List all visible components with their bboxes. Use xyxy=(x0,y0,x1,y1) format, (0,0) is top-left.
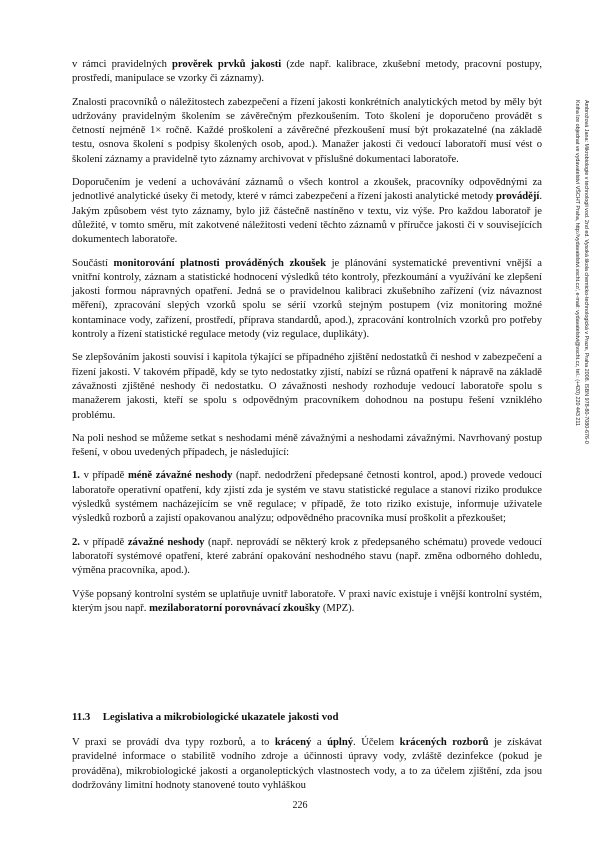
text-run: v případě xyxy=(79,536,128,548)
paragraph xyxy=(72,432,542,461)
bold-term: úplný xyxy=(327,737,354,748)
section-heading xyxy=(72,711,542,723)
bold-term: závažné neshody xyxy=(127,536,205,548)
section-title: Legislativa a mikrobiologické ukazatele jakosti vod xyxy=(102,711,339,723)
bold-term: krácený xyxy=(274,737,312,748)
text-run: Součástí xyxy=(72,257,114,269)
side-note xyxy=(552,100,592,740)
paragraph xyxy=(72,736,542,793)
bold-term: 2. xyxy=(72,536,80,548)
bold-term: provádějí xyxy=(495,191,540,203)
text-run: . Jakým způsobem vést tyto záznamy, bylo již částečně nastíněno v textu, viz výše. Pro každou laboratoř je důležité, v tomto směru, mít zakotvené náležitosti vedení těchto záznamů v příručce jakosti či v souvisejících dokumentech laboratoře. xyxy=(72,191,542,246)
text-run: Doporučením je vedení a uchovávání záznamů o všech kontrol a zkoušek, pracovníky odpovědnými za jednotlivé analytické úseky či metody, které v rámci zabezpečení a řízení jakosti analytické metody xyxy=(72,177,542,203)
page-number: 226 xyxy=(292,800,308,811)
text-run: Výše popsaný kontrolní systém se uplatňuje uvnitř laboratoře. V praxi navíc existuje i vnější kontrolní systém, kterým jsou např. xyxy=(72,588,542,614)
bold-term: 1. xyxy=(72,470,80,482)
paragraph xyxy=(72,588,542,617)
paragraph xyxy=(72,58,542,87)
paragraph xyxy=(72,351,542,422)
text-run: v případě xyxy=(79,470,128,482)
side-note-line-1: Ambrožová Jana: Mikrobiologie v technologii vod. 2nd ed. Vysoká škola chemicko-technologická v Praze, Praha 2008. ISBN 978-80-7080-676-0 xyxy=(583,100,589,444)
paragraph xyxy=(72,176,542,247)
paragraph xyxy=(72,257,542,343)
section-number: 11.3 xyxy=(72,711,91,723)
text-run: Na poli neshod se můžeme setkat s neshodami méně závažnými a neshodami závažnými. Navrhovaný postup řešení, v obou uvedených případech, je následující: xyxy=(72,432,542,459)
text-run: (např. neprovádí se některý krok z předepsaného schématu) provede vedoucí laboratoří systémové opatření, které zabrání opakování neshodného stavu (např. změna odborného dohledu, výměna pracovníka, apod.). xyxy=(72,536,542,577)
bold-term: méně závažné neshody xyxy=(127,470,233,482)
text-run: (MPZ). xyxy=(320,602,355,614)
text-run: v rámci pravidelných xyxy=(72,59,172,70)
bold-term: krácených rozborů xyxy=(399,737,489,748)
side-note-line-2: Kniha lze objednat ve vydavatelství VŠCHT Praha, http://vydavatelstvi.vscht.cz/, e-mail: vydavatelstvi@vscht.cz, tel.: (+420) 220 443 211 xyxy=(574,100,580,427)
bold-term: prověrek prvků jakosti xyxy=(171,59,282,70)
text-run: Znalosti pracovníků o náležitostech zabezpečení a řízení jakosti konkrétních analytických metod by měly být udržovány pravidelným školením se závěrečným přezkoušením. Toto školení je doporučeno provádět s četností nejméně 1× ročně. Každé proškolení a závěrečné přezkoušení musí být prokazatelné (na základě testu, osnova školení s podpisy školených osob, apod.). Manažer jakosti či vedoucí laboratoří musí vést o školení záznamy a pravidelně tyto záznamy archivovat v příslušné dokumentaci laboratoře. xyxy=(72,96,542,165)
text-run: (zde např. kalibrace, zkušební metody, pracovní postupy, prostředí, manipulace se vzorky či záznamy). xyxy=(72,59,542,85)
text-run: . Účelem xyxy=(353,737,400,748)
text-run: je získávat pravidelné informace o stabilitě vodního zdroje a účinnosti úpravy vody, zvláště dezinfekce (pokud je prováděna), mikrobiologické jakosti a organoleptických vlastnostech vody, a to za účelem zjištění, zda jsou dodržovány limitní hodnoty stanovené touto vyhláškou xyxy=(72,737,542,791)
text-run: (např. nedodržení předepsané četnosti kontrol, apod.) provede vedoucí laboratoře operativní opatření, kdy zjistí zda je systém ve stavu statistické regulace a stanoví riziko produkce výsledků systémem nacházejícím se vně regulace; v případě, že toto riziko existuje, informuje uživatele výsledků rozborů a zajistí opakovanou analýzu; odpovědného pracovníka musí proškolit a přezkoušet; xyxy=(72,470,542,525)
bold-term: monitorování platnosti prováděných zkoušek xyxy=(113,257,326,269)
final-paragraph-container xyxy=(72,736,542,802)
text-run: Se zlepšováním jakosti souvisí i kapitola týkající se případného zjištění nedostatků či neshod v zabezpečení a řízení jakosti. V takovém případě, kdy se tyto nedostatky zjistí, nabízí se různá opatření k nápravě na základě závažnosti zjištěné neshody či nedostatku. O závažnosti neshody rozhoduje vedoucí laboratoře spolu s manažerem jakosti, kteří se spolu s odpovědným pracovníkem dohodnou na postupu řešení vzniklého problému. xyxy=(72,352,542,421)
text-run: je plánování systematické preventivní vnější a vnitřní kontroly, záznam a statistické hodnocení výsledků této kontroly, přezkoumání a využívání ke zlepšení jakosti formou nápravných opatření. Jedná se o pravidelnou kalibraci zkušebního zařízení (viz návaznost měření), zpracování slepých vzorků spolu se sérií vzorků stejným postupem (viz monitoring možné kontaminace vody, zařízení, prostředí, příprava standardů, apod.), zpracování kontrolních vzorků pro potřeby kontroly a řízení statistické regulace metody (viz regulace, duplikáty). xyxy=(72,257,542,341)
text-run: V praxi se provádí dva typy rozborů, a to xyxy=(72,737,275,748)
text-run: a xyxy=(311,737,328,748)
paragraph xyxy=(72,469,542,526)
body-text xyxy=(72,58,542,625)
paragraph xyxy=(72,536,542,579)
bold-term: mezilaboratorní porovnávací zkoušky xyxy=(149,602,321,614)
paragraph xyxy=(72,96,542,167)
